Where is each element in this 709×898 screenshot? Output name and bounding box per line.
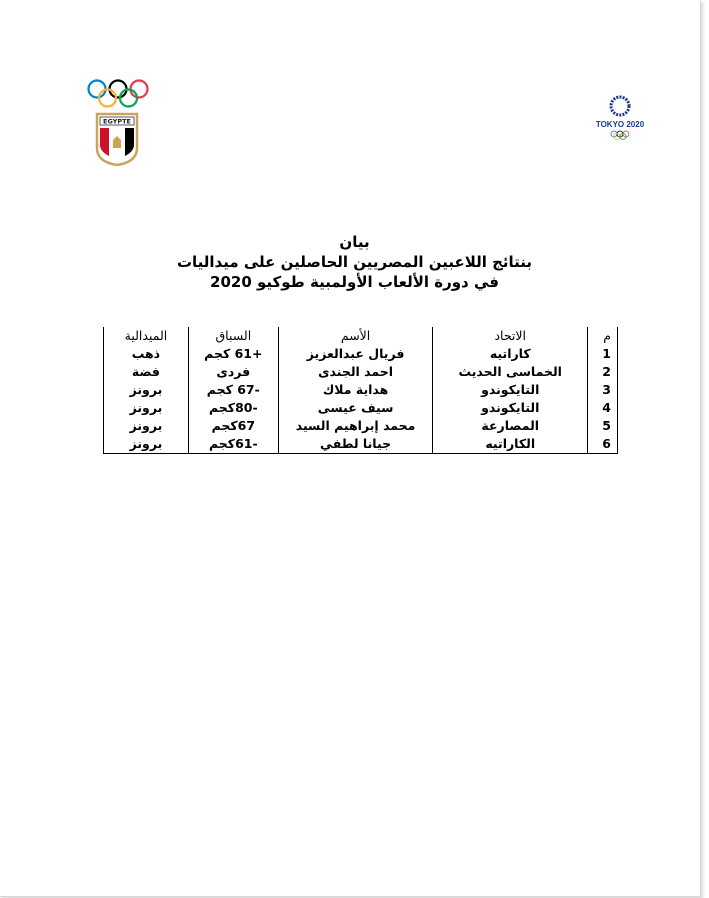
- cell-name: فريال عبدالعزيز: [278, 345, 433, 363]
- header-federation: الاتحاد: [433, 327, 588, 345]
- table-row: [104, 363, 618, 381]
- cell-medal: فضة: [104, 363, 189, 381]
- cell-event: -80كجم: [188, 399, 278, 417]
- cell-number: 1: [588, 345, 618, 363]
- cell-event: -61كجم: [188, 435, 278, 454]
- cell-federation: الخماسى الحديث: [433, 363, 588, 381]
- cell-number: 5: [588, 417, 618, 435]
- cell-federation: التايكوندو: [433, 399, 588, 417]
- svg-text:EGYPTE: EGYPTE: [103, 117, 131, 126]
- header-event: السباق: [188, 327, 278, 345]
- olympic-rings-icon: [86, 78, 150, 110]
- cell-federation: المصارعة: [433, 417, 588, 435]
- tokyo-2020-logo-text: TOKYO 2020: [595, 120, 645, 129]
- cell-event: +61 كجم: [188, 345, 278, 363]
- egypt-olympic-committee-logo: [95, 112, 139, 166]
- tokyo-2020-emblem-icon: [605, 94, 635, 118]
- cell-name: سيف عيسى: [278, 399, 433, 417]
- cell-name: هداية ملاك: [278, 381, 433, 399]
- table-row: [104, 417, 618, 435]
- cell-number: 2: [588, 363, 618, 381]
- medalists-table: [103, 327, 618, 454]
- cell-name: محمد إبراهيم السيد: [278, 417, 433, 435]
- cell-medal: برونز: [104, 435, 189, 454]
- cell-medal: ذهب: [104, 345, 189, 363]
- cell-medal: برونز: [104, 381, 189, 399]
- document-subtitle-event: في دورة الألعاب الأولمبية طوكيو 2020: [210, 273, 499, 291]
- header-name: الأسم: [278, 327, 433, 345]
- cell-federation: كاراتيه: [433, 345, 588, 363]
- table-header-row: [104, 327, 618, 345]
- tokyo-olympic-rings-icon: [609, 130, 631, 140]
- cell-name: احمد الجندى: [278, 363, 433, 381]
- cell-number: 6: [588, 435, 618, 454]
- cell-name: جيانا لطفي: [278, 435, 433, 454]
- cell-number: 3: [588, 381, 618, 399]
- cell-event: -67 كجم: [188, 381, 278, 399]
- document-title: بيان: [339, 233, 370, 251]
- header-medal: الميدالية: [104, 327, 189, 345]
- cell-medal: برونز: [104, 399, 189, 417]
- document-subtitle: بنتائج اللاعبين المصريين الحاصلين على ميداليات: [176, 253, 533, 271]
- table-row: [104, 381, 618, 399]
- cell-federation: التايكوندو: [433, 381, 588, 399]
- table-row: [104, 435, 618, 454]
- cell-event: فردى: [188, 363, 278, 381]
- table-row: [104, 345, 618, 363]
- table-row: [104, 399, 618, 417]
- cell-number: 4: [588, 399, 618, 417]
- cell-event: 67كجم: [188, 417, 278, 435]
- cell-medal: برونز: [104, 417, 189, 435]
- cell-federation: الكاراتيه: [433, 435, 588, 454]
- header-number: م: [588, 327, 618, 345]
